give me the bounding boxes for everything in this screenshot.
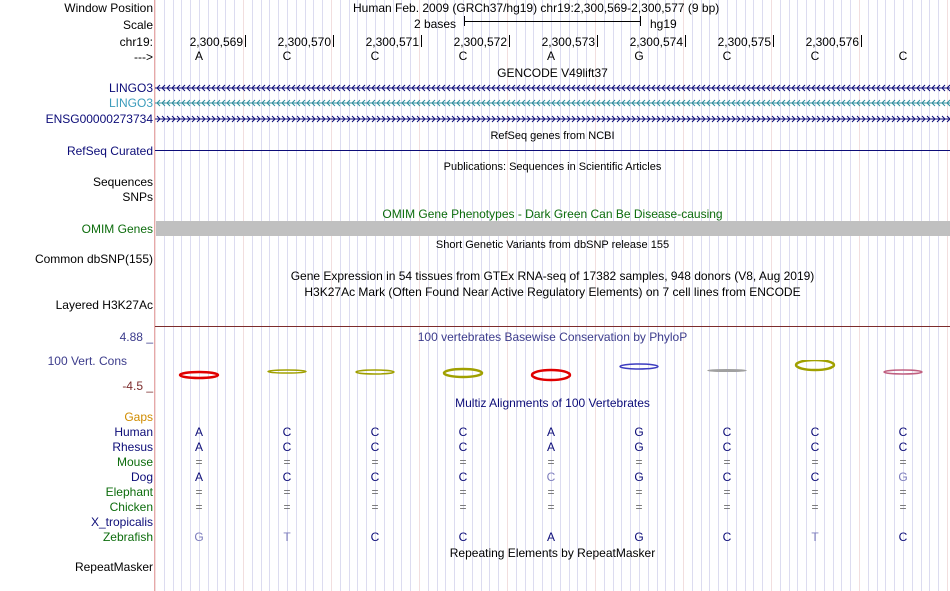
alignment-base: = (635, 455, 643, 469)
scale-db: hg19 (650, 17, 677, 31)
alignment-base: C (810, 470, 820, 484)
cons-glyph (444, 369, 482, 377)
alignment-base: = (899, 485, 907, 499)
ruler-tick (773, 35, 774, 47)
dbsnp-track-title: Short Genetic Variants from dbSNP release 155 (435, 239, 670, 251)
alignment-base: = (899, 455, 907, 469)
repeatmasker-label[interactable]: RepeatMasker (74, 560, 153, 574)
ruler-position-label: 2,300,571 (365, 35, 419, 49)
gaps-label[interactable]: Gaps (124, 410, 153, 424)
ruler-tick (421, 35, 422, 47)
alignment-base: C (898, 425, 908, 439)
chrom-label: chr19: (119, 35, 153, 49)
h3k27ac-baseline (155, 326, 950, 327)
alignment-base: A (546, 440, 555, 454)
alignment-base: C (722, 470, 732, 484)
alignment-base: C (458, 470, 468, 484)
reference-base: C (282, 49, 292, 63)
species-label[interactable]: X_tropicalis (90, 515, 153, 529)
species-label[interactable]: Human (114, 425, 153, 439)
alignment-base: C (810, 440, 820, 454)
sequences-label[interactable]: Sequences (92, 175, 153, 189)
scale-bar (464, 21, 641, 22)
alignment-base: C (370, 440, 380, 454)
alignment-base: = (547, 455, 555, 469)
species-label[interactable]: Rhesus (112, 440, 153, 454)
alignment-base: = (723, 500, 731, 514)
gencode-gene-ensg[interactable] (155, 115, 950, 123)
alignment-base: = (371, 500, 379, 514)
alignment-base: = (195, 485, 203, 499)
ruler-tick (333, 35, 334, 47)
strand-label: ---> (134, 50, 153, 64)
alignment-base: C (282, 470, 292, 484)
gencode-item-lingo3-alt[interactable]: LINGO3 (108, 96, 153, 110)
omim-gene-bar[interactable] (156, 221, 950, 236)
alignment-base: A (546, 425, 555, 439)
ruler-tick (245, 35, 246, 47)
alignment-base: C (370, 425, 380, 439)
species-label[interactable]: Chicken (109, 500, 153, 514)
alignment-base: G (194, 530, 204, 544)
publications-track-title: Publications: Sequences in Scientific Articles (443, 161, 662, 173)
alignment-base: = (547, 485, 555, 499)
cons-glyph (620, 364, 658, 369)
omim-track-title: OMIM Gene Phenotypes - Dark Green Can Be Disease-causing (382, 207, 723, 221)
alignment-base: = (195, 500, 203, 514)
alignment-base: T (283, 530, 291, 544)
alignment-base: G (634, 440, 644, 454)
alignment-base: A (546, 530, 555, 544)
h3k27ac-track-title: H3K27Ac Mark (Often Found Near Active Regulatory Elements) on 7 cell lines from ENCODE (304, 285, 801, 299)
repeatmasker-track-title: Repeating Elements by RepeatMasker (449, 546, 656, 560)
alignment-base: C (810, 425, 820, 439)
scale-value: 2 bases (414, 17, 457, 31)
ruler-position-label: 2,300,572 (453, 35, 507, 49)
alignment-base: = (283, 500, 291, 514)
gencode-item-ensg[interactable]: ENSG00000273734 (45, 112, 153, 126)
alignment-base: = (635, 500, 643, 514)
ruler-tick (861, 35, 862, 47)
alignment-base: T (811, 530, 819, 544)
alignment-base: C (458, 530, 468, 544)
alignment-base: G (634, 470, 644, 484)
alignment-base: C (282, 440, 292, 454)
reference-base: A (546, 49, 555, 63)
alignment-base: = (723, 455, 731, 469)
cons-glyph (796, 360, 834, 370)
ruler-position-label: 2,300,574 (629, 35, 683, 49)
ruler-position-label: 2,300,570 (277, 35, 331, 49)
cons-glyph (708, 370, 746, 372)
cons-glyph (356, 370, 394, 374)
gencode-track-title: GENCODE V49lift37 (497, 66, 608, 80)
cons-glyph (532, 370, 570, 380)
alignment-base: = (459, 485, 467, 499)
alignment-base: = (811, 500, 819, 514)
alignment-base: C (546, 470, 556, 484)
species-label[interactable]: Dog (130, 470, 153, 484)
dbsnp-label[interactable]: Common dbSNP(155) (34, 252, 153, 266)
alignment-base: = (371, 485, 379, 499)
reference-base: C (458, 49, 468, 63)
species-label[interactable]: Mouse (116, 455, 153, 469)
alignment-base: C (370, 470, 380, 484)
alignment-base: G (898, 470, 908, 484)
alignment-base: C (898, 440, 908, 454)
ruler-position-label: 2,300,573 (541, 35, 595, 49)
cons-min-label: -4.5 _ (122, 379, 153, 393)
reference-base: C (722, 49, 732, 63)
alignment-base: = (635, 485, 643, 499)
alignment-base: A (194, 440, 203, 454)
alignment-base: = (899, 500, 907, 514)
cons-glyph (884, 370, 922, 374)
refseq-gene-line[interactable] (155, 150, 950, 151)
alignment-base: C (722, 530, 732, 544)
alignment-base: A (194, 470, 203, 484)
omim-genes-label[interactable]: OMIM Genes (81, 222, 153, 236)
cons-label[interactable]: 100 Vert. Cons (47, 354, 127, 368)
ruler-tick (597, 35, 598, 47)
window-position-value[interactable]: Human Feb. 2009 (GRCh37/hg19) chr19:2,300,569-2,300,577 (9 bp) (353, 1, 720, 15)
alignment-base: C (458, 440, 468, 454)
cons-logo-glyphs (155, 360, 950, 384)
species-label[interactable]: Zebrafish (102, 530, 153, 544)
alignment-base: = (811, 455, 819, 469)
scale-label: Scale (122, 18, 153, 32)
window-position-label: Window Position (64, 1, 153, 15)
species-label[interactable]: Elephant (105, 485, 153, 499)
alignment-base: C (898, 530, 908, 544)
alignment-base: = (547, 500, 555, 514)
cons-glyph (268, 370, 306, 373)
alignment-base: = (811, 485, 819, 499)
ruler-tick (685, 35, 686, 47)
alignment-base: = (723, 485, 731, 499)
cons-max-label: 4.88 _ (119, 330, 153, 344)
gtex-track-title: Gene Expression in 54 tissues from GTEx RNA-seq of 17382 samples, 948 donors (V8, Aug 2019) (290, 269, 815, 283)
reference-base: C (810, 49, 820, 63)
scale-bar-right (640, 16, 641, 26)
alignment-base: = (283, 485, 291, 499)
reference-base: G (634, 49, 644, 63)
alignment-base: G (634, 530, 644, 544)
h3k27ac-label[interactable]: Layered H3K27Ac (55, 298, 153, 312)
ruler-position-label: 2,300,575 (717, 35, 771, 49)
ruler-position-label: 2,300,576 (805, 35, 859, 49)
alignment-base: = (195, 455, 203, 469)
reference-base: A (194, 49, 203, 63)
alignment-base: A (194, 425, 203, 439)
alignment-base: = (459, 455, 467, 469)
ruler-position-label: 2,300,569 (189, 35, 243, 49)
alignment-base: C (722, 425, 732, 439)
multiz-track-title: Multiz Alignments of 100 Vertebrates (455, 396, 650, 410)
alignment-base: C (458, 425, 468, 439)
refseq-curated-label[interactable]: RefSeq Curated (66, 144, 153, 158)
ruler-tick (509, 35, 510, 47)
alignment-base: = (459, 500, 467, 514)
cons-glyph (180, 372, 218, 378)
alignment-base: = (371, 455, 379, 469)
refseq-track-title: RefSeq genes from NCBI (490, 130, 615, 142)
cons-track-title: 100 vertebrates Basewise Conservation by PhyloP (417, 330, 688, 344)
snps-label[interactable]: SNPs (122, 190, 153, 204)
alignment-base: G (634, 425, 644, 439)
gencode-gene-lingo3-alt[interactable] (155, 99, 950, 107)
alignment-base: C (282, 425, 292, 439)
gencode-item-lingo3[interactable]: LINGO3 (108, 81, 153, 95)
reference-base: C (898, 49, 908, 63)
reference-base: C (370, 49, 380, 63)
gencode-gene-lingo3[interactable] (155, 84, 950, 92)
alignment-base: C (722, 440, 732, 454)
alignment-base: = (283, 455, 291, 469)
alignment-base: C (370, 530, 380, 544)
